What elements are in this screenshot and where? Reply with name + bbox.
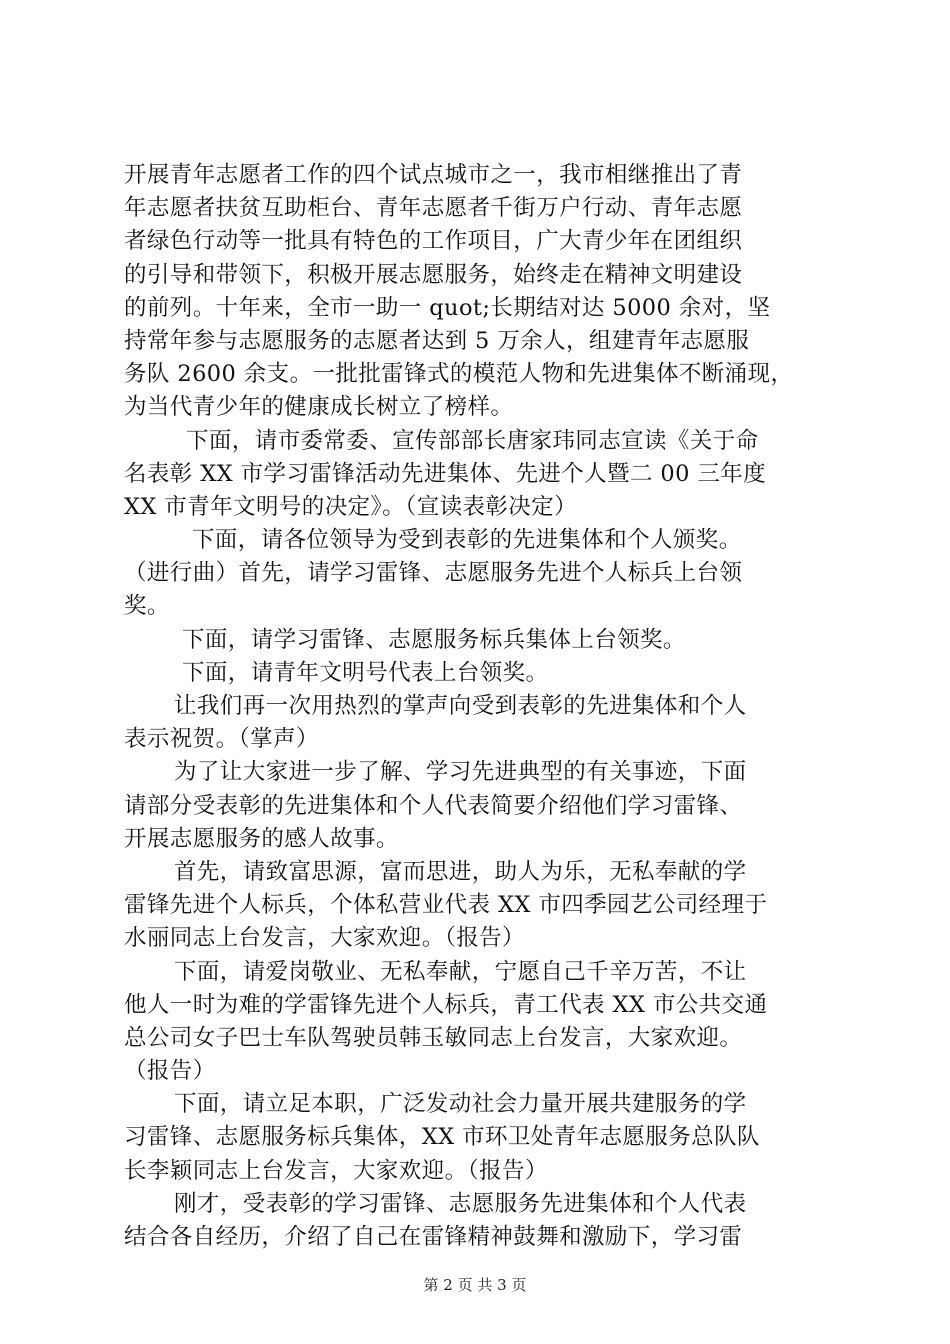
paragraph-start-line: 让我们再一次用热烈的掌声向受到表彰的先进集体和个人 [174,693,747,719]
text-line: 水丽同志上台发言，大家欢迎。（报告） [124,925,525,952]
paragraph-start-line: 为了让大家进一步了解、学习先进典型的有关事迹，下面 [174,759,747,786]
text-line: 结合各自经历，介绍了自己在雷锋精神鼓舞和激励下，学习雷 [124,1224,743,1250]
page-number-footer: 第 2 页 共 3 页 [423,1276,527,1294]
paragraph-start-line: 下面，请青年文明号代表上台领奖。 [182,659,549,686]
paragraph-start-line: 下面，请学习雷锋、志愿服务标兵集体上台领奖。 [182,626,686,653]
text-line: 者绿色行动等一批具有特色的工作项目，广大青少年在团组织 [124,228,743,255]
text-line: 持常年参与志愿服务的志愿者达到 5 万余人，组建青年志愿服 [124,327,750,354]
text-line: 长李颖同志上台发言，大家欢迎。（报告） [124,1157,548,1184]
paragraph-start-line: 下面，请爱岗敬业、无私奉献，宁愿自己千辛万苦，不让 [174,958,747,985]
paragraph-start-line: 下面，请市委常委、宣传部部长唐家玮同志宣读《关于命 [186,427,759,454]
paragraph-start-line: 下面，请立足本职，广泛发动社会力量开展共建服务的学 [174,1091,747,1118]
text-line: 年志愿者扶贫互助柜台、青年志愿者千街万户行动、青年志愿 [124,195,743,222]
text-line: 奖。 [124,593,170,620]
text-line: 他人一时为难的学雷锋先进个人标兵，青工代表 XX 市公共交通 [124,991,768,1018]
text-line: XX 市青年文明号的决定》。（宣读表彰决定） [124,493,577,520]
text-line: 习雷锋、志愿服务标兵集体，XX 市环卫处青年志愿服务总队队 [124,1124,760,1151]
paragraph-start-line: 下面，请各位领导为受到表彰的先进集体和个人颁奖。 [192,527,742,554]
text-line: （报告） [124,1058,216,1085]
text-line: 的前列。十年来，全市一助一 quot;长期结对达 5000 余对，坚 [124,294,771,321]
text-line: 为当代青少年的健康成长树立了榜样。 [124,394,514,421]
text-line: 开展志愿服务的感人故事。 [124,825,399,852]
text-line: （进行曲）首先，请学习雷锋、志愿服务先进个人标兵上台领 [124,560,743,587]
text-line: 名表彰 XX 市学习雷锋活动先进集体、先进个人暨二 00 三年度 [124,460,767,487]
text-line: 表示祝贺。（掌声） [124,726,319,753]
text-line: 务队 2600 余支。一批批雷锋式的模范人物和先进集体不断涌现， [124,361,794,388]
paragraph-start-line: 刚才，受表彰的学习雷锋、志愿服务先进集体和个人代表 [174,1190,747,1217]
text-line: 雷锋先进个人标兵，个体私营业代表 XX 市四季园艺公司经理于 [124,892,768,919]
text-line: 的引导和带领下，积极开展志愿服务，始终走在精神文明建设 [124,261,743,288]
document-body [124,159,830,1254]
paragraph-start-line: 首先，请致富思源，富而思进，助人为乐，无私奉献的学 [174,858,747,885]
text-line: 开展青年志愿者工作的四个试点城市之一，我市相继推出了青 [124,162,743,188]
text-line: 总公司女子巴士车队驾驶员韩玉敏同志上台发言，大家欢迎。 [124,1024,743,1051]
text-line: 请部分受表彰的先进集体和个人代表简要介绍他们学习雷锋、 [124,792,743,819]
